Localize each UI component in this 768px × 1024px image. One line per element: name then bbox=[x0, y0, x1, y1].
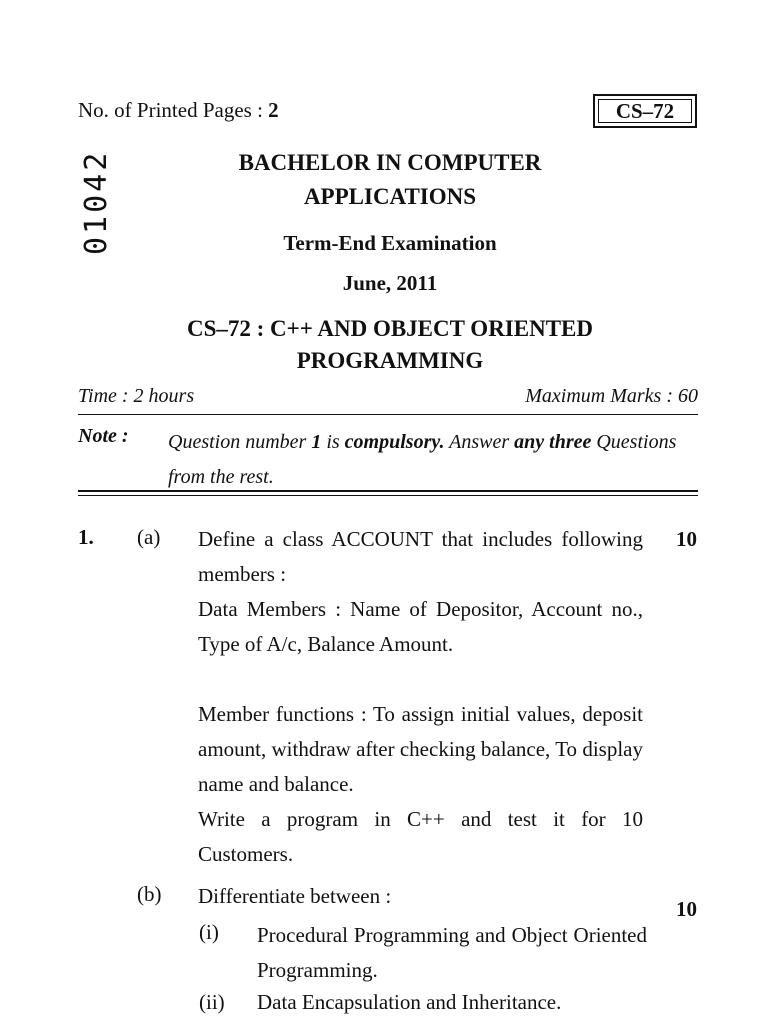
course-title-line2: PROGRAMMING bbox=[296, 348, 484, 373]
note-text: Question number 1 is compulsory. Answer any three Questions from the rest. bbox=[168, 431, 677, 488]
course-code-box bbox=[593, 94, 697, 128]
course-title-line1: CS–72 : C++ AND OBJECT ORIENTED bbox=[187, 316, 593, 341]
time-allowed: Time : 2 hours bbox=[78, 385, 195, 407]
divider bbox=[78, 414, 698, 415]
printed-pages-value: 2 bbox=[268, 98, 279, 122]
part-b-i-text: Procedural Programming and Object Oriented Programming. bbox=[257, 923, 647, 982]
printed-pages-label: No. of Printed Pages : bbox=[78, 98, 269, 122]
part-b-ii-label: (ii) bbox=[199, 990, 225, 1014]
course-code: CS–72 bbox=[598, 99, 692, 123]
part-a-marks: 10 bbox=[676, 527, 697, 551]
part-a-paragraph-4: Write a program in C++ and test it for 10 Customers. bbox=[198, 807, 643, 866]
part-b-label: (b) bbox=[137, 882, 162, 906]
maximum-marks: Maximum Marks : 60 bbox=[525, 385, 698, 407]
serial-number: 01042 bbox=[79, 149, 114, 255]
part-b-intro: Differentiate between : bbox=[198, 884, 392, 908]
double-divider-bottom bbox=[78, 495, 698, 496]
part-b-i-label: (i) bbox=[199, 920, 219, 944]
note-label: Note : bbox=[78, 425, 129, 447]
part-a-paragraph-3: Member functions : To assign initial values, deposit amount, withdraw after checking balance, To display name and balance. bbox=[198, 702, 643, 796]
question-number: 1. bbox=[78, 525, 94, 549]
title-line1: BACHELOR IN COMPUTER bbox=[238, 150, 542, 175]
exam-name: Term-End Examination bbox=[283, 231, 497, 255]
part-a-paragraph-2: Data Members : Name of Depositor, Account no., Type of A/c, Balance Amount. bbox=[198, 597, 643, 656]
double-divider-top bbox=[78, 490, 698, 492]
title-line2: APPLICATIONS bbox=[303, 184, 477, 209]
part-b-ii-text: Data Encapsulation and Inheritance. bbox=[257, 990, 562, 1014]
part-a-label: (a) bbox=[137, 525, 161, 549]
printed-pages bbox=[78, 98, 279, 123]
exam-date: June, 2011 bbox=[342, 271, 438, 295]
part-a-paragraph-1: Define a class ACCOUNT that includes following members : bbox=[198, 527, 643, 586]
part-b-marks: 10 bbox=[676, 897, 697, 921]
